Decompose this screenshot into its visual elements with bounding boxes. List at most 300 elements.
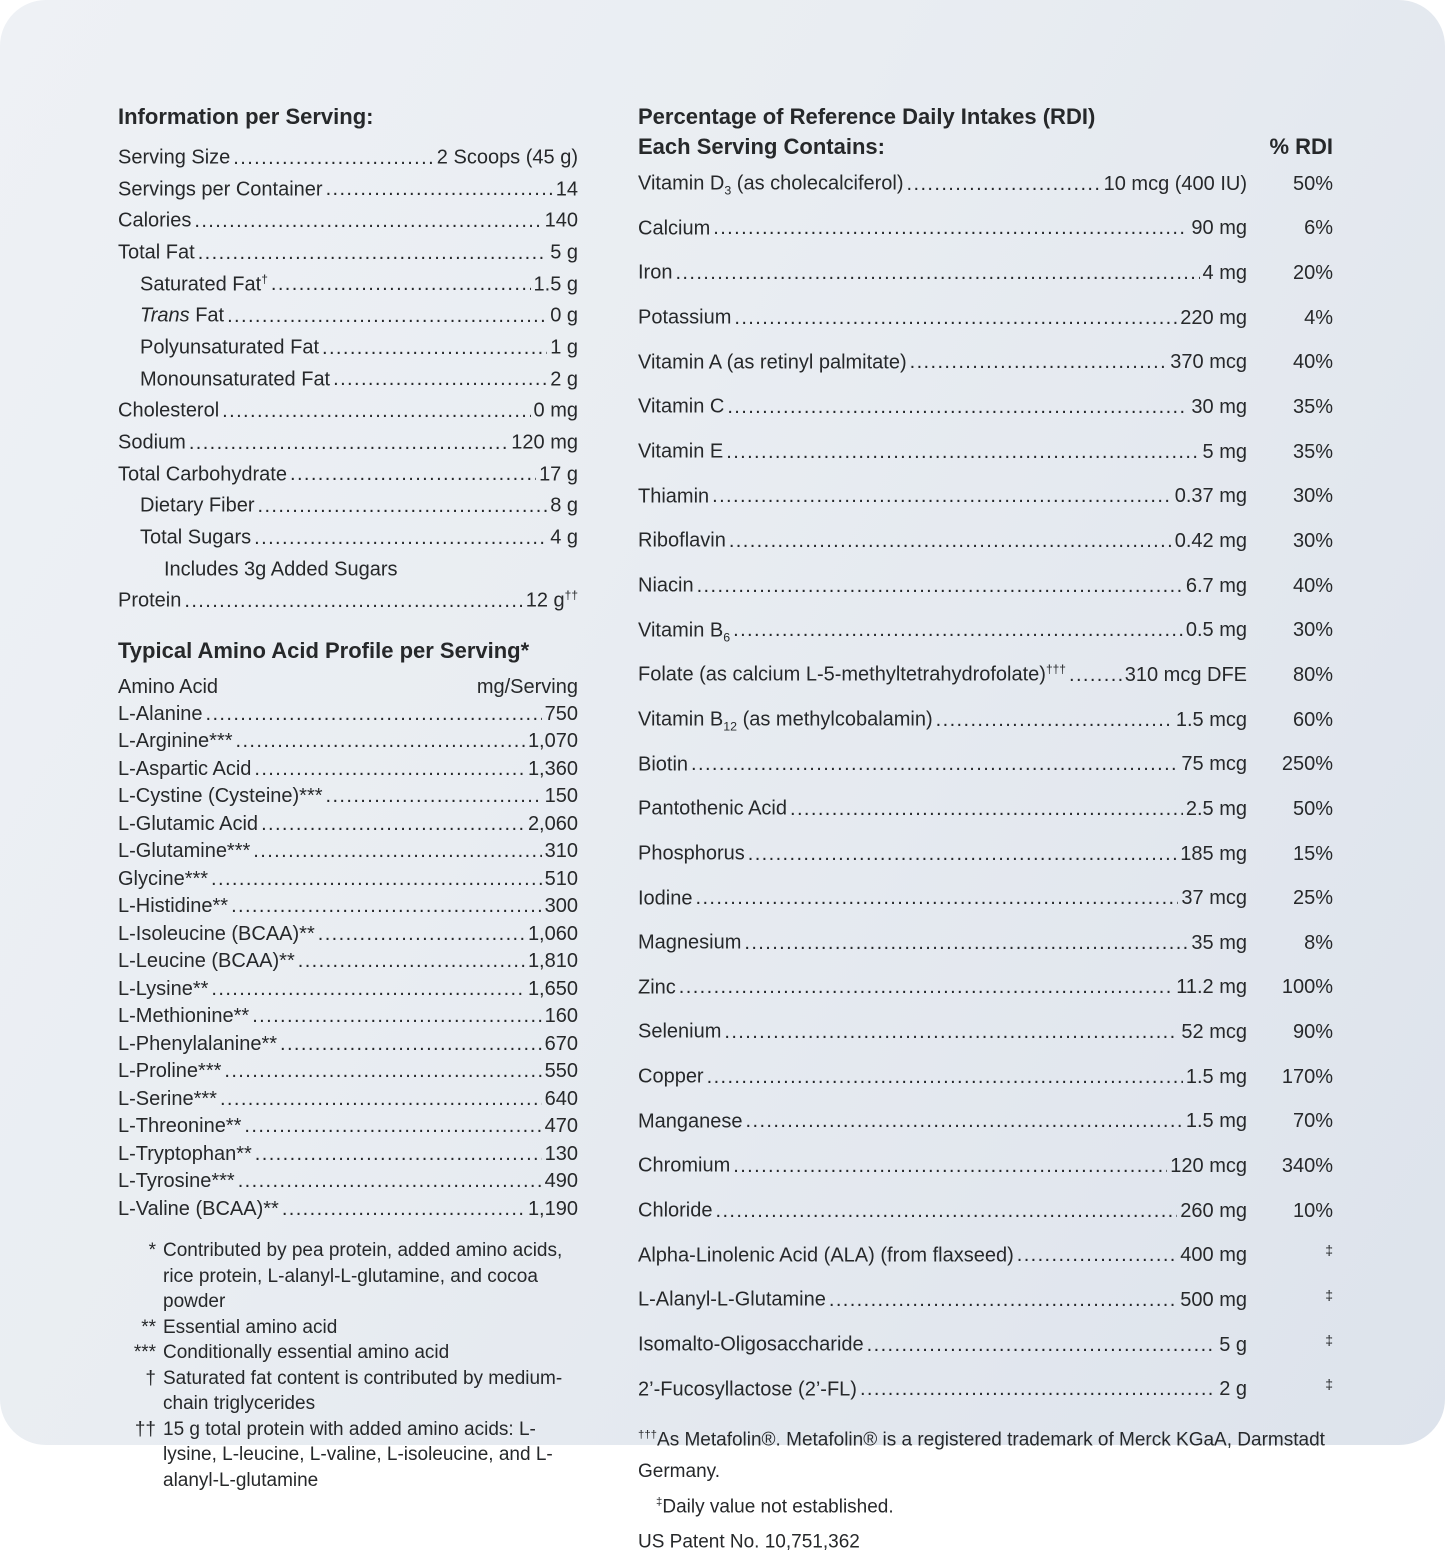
info-row	[118, 171, 578, 203]
info-row-label-text: Includes 3g Added Sugars	[164, 558, 398, 580]
amino-row-label: L-Threonine**	[118, 1113, 241, 1141]
amino-row	[118, 783, 578, 811]
rdi-row	[638, 1368, 1333, 1413]
rdi-row	[638, 921, 1333, 966]
rdi-row-amount: 220 mg	[1180, 302, 1247, 334]
rdi-row	[638, 1278, 1333, 1323]
right-column	[638, 104, 1333, 1405]
info-row-value	[550, 519, 578, 551]
dot-leader	[733, 614, 1183, 646]
footnote	[118, 1340, 578, 1366]
rdi-subheading: Each Serving Contains:	[638, 132, 885, 162]
amino-row	[118, 893, 578, 921]
dot-leader	[910, 346, 1168, 378]
rdi-row-label-text: Isomalto-Oligosaccharide	[638, 1334, 864, 1356]
amino-row-label: L-Glutamic Acid	[118, 811, 258, 839]
dot-leader	[189, 430, 508, 456]
info-row-label-text: Polyunsaturated Fat	[140, 337, 319, 359]
dot-leader	[744, 927, 1188, 959]
dot-leader	[713, 212, 1188, 244]
rdi-row	[638, 385, 1333, 430]
rdi-row-amount: 75 mcg	[1181, 748, 1247, 780]
rdi-row-percent: 4%	[1247, 302, 1333, 334]
footnote-marker: ††	[118, 1417, 156, 1494]
serving-info-heading: Information per Serving:	[118, 104, 578, 130]
dot-leader	[231, 893, 542, 921]
rdi-row	[638, 877, 1333, 922]
amino-column-headers	[118, 673, 578, 701]
rdi-row-amount: 10 mcg (400 IU)	[1104, 168, 1247, 200]
amino-row-label: L-Alanine	[118, 701, 203, 729]
rdi-row	[638, 1144, 1333, 1189]
dot-leader	[290, 461, 536, 487]
dot-leader	[238, 1168, 542, 1196]
rdi-row-label	[638, 341, 907, 386]
info-row-value-text: 0 g	[550, 305, 578, 327]
info-row-label	[140, 361, 330, 393]
dot-leader	[333, 366, 547, 392]
info-row-label-text: Cholesterol	[118, 400, 219, 422]
dot-leader	[679, 971, 1173, 1003]
rdi-row-percent: 30%	[1247, 480, 1333, 512]
amino-row	[118, 921, 578, 949]
dot-leader	[211, 976, 525, 1004]
info-row-label	[164, 551, 398, 583]
rdi-row-amount: 260 mg	[1180, 1195, 1247, 1227]
rdi-row-label	[638, 653, 1066, 698]
rdi-row-percent: 30%	[1247, 525, 1333, 557]
dot-leader	[318, 921, 525, 949]
amino-row-label: L-Leucine (BCAA)**	[118, 948, 295, 976]
rdi-row-label-text: Manganese	[638, 1110, 743, 1132]
rdi-row-percent: ‡	[1247, 1368, 1333, 1400]
rdi-row-label-text: Vitamin E	[638, 441, 723, 463]
info-row-value	[534, 392, 578, 424]
amino-acid-section	[118, 638, 578, 1224]
info-row-label	[140, 266, 268, 298]
dot-leader	[726, 436, 1199, 468]
dot-leader	[271, 271, 531, 297]
rdi-row	[638, 430, 1333, 475]
footnote-marker: *	[118, 1238, 156, 1315]
rdi-row-label-text: Biotin	[638, 753, 688, 775]
amino-row-label: L-Proline***	[118, 1058, 221, 1086]
info-row-value-text: 8 g	[550, 495, 578, 517]
rdi-row-label-text: Vitamin C	[638, 396, 724, 418]
amino-row-value: 470	[545, 1113, 578, 1141]
rdi-row-label-text: Potassium	[638, 307, 731, 329]
rdi-row	[638, 1234, 1333, 1279]
amino-row-value: 1,190	[528, 1196, 578, 1224]
dot-leader	[222, 398, 530, 424]
rdi-row-label	[638, 1189, 712, 1234]
rdi-row-percent: 70%	[1247, 1105, 1333, 1137]
footnote-text: Saturated fat content is contributed by medium-chain triglycerides	[163, 1366, 578, 1417]
info-row-value-text: 140	[545, 210, 578, 232]
rdi-row-percent: 250%	[1247, 748, 1333, 780]
rdi-row	[638, 743, 1333, 788]
rdi-row-percent: 170%	[1247, 1061, 1333, 1093]
info-row-value-sup: ††	[565, 588, 578, 602]
info-row-label-text: Total Carbohydrate	[118, 463, 287, 485]
rdi-row-label-text: Pantothenic Acid	[638, 798, 787, 820]
rdi-row-label-text: Thiamin	[638, 485, 709, 507]
dot-leader	[696, 882, 1179, 914]
left-column	[118, 104, 578, 1405]
info-row-label-text: Total Sugars	[140, 527, 251, 549]
rdi-row-label	[638, 1010, 721, 1055]
footnote-text: 15 g total protein with added amino acids: L-lysine, L-leucine, L-valine, L-isoleucine, and L-alanyl-L-glutamine	[163, 1417, 578, 1494]
info-row	[118, 519, 578, 551]
amino-row-label: L-Methionine**	[118, 1003, 249, 1031]
rdi-row-label	[638, 877, 693, 922]
amino-row-value: 1,650	[528, 976, 578, 1004]
rdi-row-label-text2: (as methylcobalamin)	[737, 709, 933, 731]
info-row	[118, 456, 578, 488]
amino-row-value: 310	[545, 838, 578, 866]
info-row-value-text: 2 g	[550, 368, 578, 390]
rdi-row-label-text: Phosphorus	[638, 843, 745, 865]
dot-leader	[255, 1141, 542, 1169]
info-row	[118, 297, 578, 329]
rdi-row-label-text: Calcium	[638, 217, 710, 239]
amino-row-value: 160	[545, 1003, 578, 1031]
rdi-row	[638, 564, 1333, 609]
rdi-row-label	[638, 832, 745, 877]
dot-leader	[326, 783, 542, 811]
amino-row-label: L-Serine***	[118, 1086, 217, 1114]
rdi-row-label	[638, 162, 904, 207]
rdi-row-label	[638, 698, 933, 743]
dot-leader	[727, 391, 1188, 423]
amino-row-label: L-Aspartic Acid	[118, 756, 251, 784]
rdi-row-percent: 50%	[1247, 168, 1333, 200]
rdi-row-label-sup: †††	[1046, 662, 1066, 676]
dot-leader	[715, 1195, 1177, 1227]
rdi-row-percent: 60%	[1247, 704, 1333, 736]
amino-row-label: L-Histidine**	[118, 893, 228, 921]
footnote-marker: †††	[638, 1429, 657, 1441]
rdi-row-amount: 400 mg	[1180, 1239, 1247, 1271]
rdi-row-percent: 80%	[1247, 659, 1333, 691]
footnote-text: US Patent No. 10,751,362	[638, 1531, 860, 1552]
footnote-text: Conditionally essential amino acid	[163, 1340, 578, 1366]
amino-row-value: 490	[545, 1168, 578, 1196]
rdi-row	[638, 653, 1333, 698]
amino-row-value: 1,810	[528, 948, 578, 976]
footnote	[118, 1366, 578, 1417]
amino-row	[118, 866, 578, 894]
rdi-row	[638, 787, 1333, 832]
rdi-row-percent: 15%	[1247, 838, 1333, 870]
rdi-row-amount: 11.2 mg	[1176, 971, 1247, 1003]
rdi-row-label	[638, 251, 672, 296]
info-row-value-text: 14	[556, 178, 578, 200]
rdi-row-percent: 340%	[1247, 1150, 1333, 1182]
dot-leader	[675, 257, 1199, 289]
rdi-row-amount: 1.5 mg	[1186, 1105, 1247, 1137]
info-row	[118, 329, 578, 361]
dot-leader	[227, 303, 547, 329]
rdi-row-label	[638, 207, 710, 252]
info-row-label	[140, 297, 224, 329]
info-row-label	[118, 392, 219, 424]
info-row-value-text: 1 g	[550, 337, 578, 359]
info-row-label-sup: †	[261, 272, 268, 286]
info-row-value	[539, 456, 578, 488]
rdi-row-label-sub: 12	[723, 720, 737, 734]
rdi-rows	[638, 162, 1333, 1412]
info-row-value	[556, 171, 578, 203]
rdi-row-percent: 10%	[1247, 1195, 1333, 1227]
rdi-section	[638, 104, 1333, 1557]
rdi-row	[638, 1323, 1333, 1368]
info-row	[118, 582, 578, 614]
rdi-row-label-text2: (as cholecalciferol)	[731, 173, 903, 195]
dot-leader	[907, 168, 1101, 200]
amino-row	[118, 1086, 578, 1114]
amino-row-value: 550	[545, 1058, 578, 1086]
rdi-row-label	[638, 609, 730, 654]
dot-leader	[326, 176, 553, 202]
dot-leader	[184, 588, 522, 614]
info-row	[118, 424, 578, 456]
footnote-text: Contributed by pea protein, added amino acids, rice protein, L-alanyl-L-glutamine, and cocoa powder	[163, 1238, 578, 1315]
amino-row-value: 1,360	[528, 756, 578, 784]
info-row-label-text: Sodium	[118, 432, 186, 454]
rdi-row-label-text: Zinc	[638, 976, 676, 998]
amino-rows	[118, 701, 578, 1224]
info-row-value	[545, 202, 578, 234]
rdi-row-label	[638, 296, 731, 341]
info-row-label	[118, 202, 191, 234]
info-row	[118, 139, 578, 171]
dot-leader	[282, 1196, 525, 1224]
info-row-label-text: Monounsaturated Fat	[140, 368, 330, 390]
info-row-label	[118, 171, 323, 203]
amino-row-label: L-Cystine (Cysteine)***	[118, 783, 323, 811]
info-row-label-text: Calories	[118, 210, 191, 232]
footnote	[118, 1315, 578, 1341]
rdi-row-label	[638, 1144, 730, 1189]
dot-leader	[1017, 1239, 1178, 1271]
amino-row	[118, 838, 578, 866]
info-row-label	[140, 487, 254, 519]
info-row-value-text: 5 g	[550, 242, 578, 264]
rdi-row-label-text: L-Alanyl-L-Glutamine	[638, 1289, 826, 1311]
rdi-row-label-text: Vitamin D	[638, 173, 724, 195]
rdi-row-label-text: Vitamin A (as retinyl palmitate)	[638, 351, 907, 373]
rdi-row-amount: 52 mcg	[1181, 1016, 1247, 1048]
amino-row-label: L-Tryptophan**	[118, 1141, 252, 1169]
rdi-row-label-text: Chloride	[638, 1200, 712, 1222]
rdi-row-amount: 6.7 mg	[1186, 570, 1247, 602]
rdi-row-percent: ‡	[1247, 1234, 1333, 1266]
serving-info-section	[118, 104, 578, 614]
rdi-row-label	[638, 1234, 1014, 1279]
amino-row-value: 1,060	[528, 921, 578, 949]
amino-row-label: L-Arginine***	[118, 728, 233, 756]
info-row-label	[118, 234, 195, 266]
info-row-value	[550, 487, 578, 519]
info-row-value	[511, 424, 578, 456]
dot-leader	[224, 1058, 541, 1086]
dot-leader	[860, 1373, 1216, 1405]
rdi-row-percent: 40%	[1247, 346, 1333, 378]
dot-leader	[733, 1150, 1167, 1182]
rdi-row-percent: 50%	[1247, 793, 1333, 825]
rdi-row-percent: ‡	[1247, 1279, 1333, 1311]
rdi-row-label-text: Iron	[638, 262, 672, 284]
amino-row-value: 1,070	[528, 728, 578, 756]
rdi-row-label-text: Folate (as calcium L-5-methyltetrahydrofolate)	[638, 664, 1046, 686]
dot-leader	[790, 793, 1183, 825]
rdi-row	[638, 1055, 1333, 1100]
info-row-value	[534, 266, 578, 298]
rdi-row-label-text: Chromium	[638, 1155, 730, 1177]
amino-row	[118, 728, 578, 756]
footnote-marker: **	[118, 1315, 156, 1341]
amino-row-value: 640	[545, 1086, 578, 1114]
info-row-label-text: Fat	[190, 305, 224, 327]
rdi-row-percent: ‡	[1247, 1324, 1333, 1356]
info-row-value-text: 17 g	[539, 463, 578, 485]
footnote-text: As Metafolin®. Metafolin® is a registered trademark of Merck KGaA, Darmstadt Germany.	[638, 1430, 1325, 1482]
amino-row-label: L-Valine (BCAA)**	[118, 1196, 279, 1224]
info-row-value-text: 120 mg	[511, 432, 578, 454]
amino-row-label: L-Phenylalanine**	[118, 1031, 277, 1059]
rdi-row	[638, 832, 1333, 877]
dot-leader	[244, 1113, 541, 1141]
rdi-row	[638, 1100, 1333, 1145]
serving-info-rows	[118, 139, 578, 614]
rdi-row-amount: 370 mcg	[1170, 346, 1247, 378]
left-footnotes	[118, 1238, 578, 1493]
amino-row-value: 130	[545, 1141, 578, 1169]
rdi-row	[638, 296, 1333, 341]
dot-leader	[829, 1284, 1177, 1316]
rdi-row-label-sub: 3	[724, 184, 731, 198]
footnote-marker: †	[118, 1366, 156, 1417]
info-row-value	[550, 234, 578, 266]
dot-leader	[257, 493, 547, 519]
amino-row-value: 150	[545, 783, 578, 811]
rdi-row-label	[638, 787, 787, 832]
dot-leader	[236, 728, 525, 756]
rdi-row-amount: 185 mg	[1180, 838, 1247, 870]
dot-leader	[691, 748, 1178, 780]
rdi-row-label	[638, 1323, 864, 1368]
footnote	[638, 1420, 1333, 1486]
rdi-heading: Percentage of Reference Daily Intakes (RDI)	[638, 104, 1333, 130]
rdi-row-percent: 100%	[1247, 971, 1333, 1003]
info-row-value	[437, 139, 578, 171]
rdi-row-percent: 35%	[1247, 436, 1333, 468]
amino-row-label: L-Lysine**	[118, 976, 208, 1004]
dot-leader	[198, 240, 547, 266]
rdi-row-percent: 20%	[1247, 257, 1333, 289]
rdi-row-label-text: Copper	[638, 1066, 704, 1088]
rdi-row	[638, 207, 1333, 252]
rdi-row-label	[638, 385, 724, 430]
info-row-label	[118, 456, 287, 488]
dot-leader	[254, 525, 547, 551]
dot-leader	[254, 756, 525, 784]
info-row	[118, 551, 578, 583]
rdi-row-amount: 310 mcg DFE	[1125, 659, 1247, 691]
dot-leader	[206, 701, 542, 729]
amino-row-label: Glycine***	[118, 866, 208, 894]
rdi-row-percent: 25%	[1247, 882, 1333, 914]
info-row-value	[550, 329, 578, 361]
dot-leader	[729, 525, 1172, 557]
amino-row-label: L-Tyrosine***	[118, 1168, 235, 1196]
rdi-row-amount: 4 mg	[1203, 257, 1247, 289]
amino-row	[118, 976, 578, 1004]
dot-leader	[253, 838, 541, 866]
info-row-label-italic: Trans	[140, 305, 190, 327]
rdi-row-amount: 0.42 mg	[1175, 525, 1247, 557]
info-row-label-text: Dietary Fiber	[140, 495, 254, 517]
info-row-label	[118, 139, 230, 171]
rdi-row-amount: 1.5 mg	[1186, 1061, 1247, 1093]
info-row	[118, 234, 578, 266]
amino-row-value: 300	[545, 893, 578, 921]
amino-heading: Typical Amino Acid Profile per Serving*	[118, 638, 578, 664]
rdi-row	[638, 1010, 1333, 1055]
rdi-row-percent: 40%	[1247, 570, 1333, 602]
rdi-subheader	[638, 132, 1333, 162]
rdi-row-amount: 35 mg	[1191, 927, 1247, 959]
dot-leader	[697, 570, 1183, 602]
rdi-row	[638, 341, 1333, 386]
rdi-row-label-text: Magnesium	[638, 932, 741, 954]
rdi-row-label-text: Selenium	[638, 1021, 721, 1043]
amino-row	[118, 1196, 578, 1224]
dot-leader	[252, 1003, 541, 1031]
rdi-row-amount: 0.5 mg	[1186, 614, 1247, 646]
rdi-row	[638, 162, 1333, 207]
footnote	[638, 1522, 1333, 1557]
rdi-row	[638, 475, 1333, 520]
rdi-row-label	[638, 1100, 743, 1145]
footnote-text: Essential amino acid	[163, 1315, 578, 1341]
rdi-row-label	[638, 1368, 857, 1413]
dot-leader	[867, 1329, 1217, 1361]
info-row-value-text: 2 Scoops (45 g)	[437, 147, 578, 169]
info-row	[118, 487, 578, 519]
dot-leader	[298, 948, 525, 976]
info-row	[118, 361, 578, 393]
info-row-label-text: Protein	[118, 590, 181, 612]
footnote-marker: ***	[118, 1340, 156, 1366]
rdi-row	[638, 251, 1333, 296]
rdi-row-amount: 0.37 mg	[1175, 480, 1247, 512]
dot-leader	[734, 302, 1177, 334]
footnote-text: Daily value not established.	[662, 1496, 893, 1517]
rdi-row-label	[638, 475, 709, 520]
footnote	[638, 1487, 1333, 1522]
dot-leader	[322, 335, 547, 361]
rdi-row-percent: 30%	[1247, 614, 1333, 646]
amino-row	[118, 1003, 578, 1031]
rdi-row-label-text: Vitamin B	[638, 709, 723, 731]
amino-row	[118, 1141, 578, 1169]
rdi-row	[638, 698, 1333, 743]
rdi-row-label-sub: 6	[723, 630, 730, 644]
footnote	[118, 1417, 578, 1494]
amino-row	[118, 756, 578, 784]
